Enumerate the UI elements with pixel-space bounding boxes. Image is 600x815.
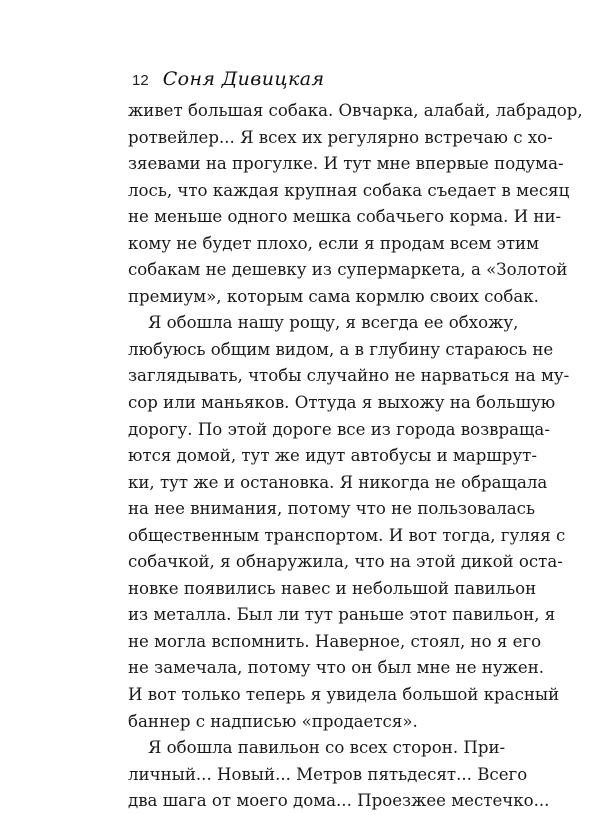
text-line: дорогу. По этой дороге все из города возвраща- bbox=[128, 419, 550, 439]
author-name: Соня Дивицкая bbox=[162, 68, 325, 90]
text-line: Я обошла нашу рощу, я всегда ее обхожу, bbox=[148, 313, 519, 333]
text-line: И вот только теперь я увидела большой красный bbox=[128, 685, 560, 705]
body-text bbox=[128, 98, 583, 815]
text-line: из металла. Был ли тут раньше этот павильон, я bbox=[128, 605, 556, 625]
paragraph bbox=[128, 98, 583, 310]
text-line: личный... Новый... Метров пятьдесят... Всего bbox=[128, 764, 528, 784]
text-line: не могла вспомнить. Наверное, стоял, но я его bbox=[128, 631, 542, 651]
text-line: зяевами на прогулке. И тут мне впервые подума- bbox=[128, 154, 564, 174]
paragraph bbox=[128, 735, 550, 815]
text-line: баннер с надписью «продается». bbox=[128, 711, 418, 731]
text-line: заглядывать, чтобы случайно не нарваться на му- bbox=[128, 366, 570, 386]
text-line: два шага от моего дома... Проезжее местечко... bbox=[128, 791, 550, 811]
text-line: ются домой, тут же идут автобусы и маршрут- bbox=[128, 446, 537, 466]
text-line: ки, тут же и остановка. Я никогда не обращала bbox=[128, 472, 548, 492]
text-line: новке появились навес и небольшой павильон bbox=[128, 578, 537, 598]
text-line: лось, что каждая крупная собака съедает в месяц bbox=[128, 180, 570, 200]
text-line: кому не будет плохо, если я продам всем этим bbox=[128, 233, 539, 253]
text-line: живет большая собака. Овчарка, алабай, лабрадор, bbox=[128, 101, 583, 120]
paragraph bbox=[128, 310, 570, 735]
text-line: не меньше одного мешка собачьего корма. И ни- bbox=[128, 207, 562, 227]
running-header bbox=[132, 68, 325, 90]
text-line: Я обошла павильон со всех сторон. При- bbox=[148, 738, 506, 758]
text-line: не замечала, потому что он был мне не нужен. bbox=[128, 658, 545, 678]
text-line: общественным транспортом. И вот тогда, гуляя с bbox=[128, 525, 566, 545]
text-line: сор или маньяков. Оттуда я выхожу на большую bbox=[128, 393, 556, 413]
text-line: собакам не дешевку из супермаркета, а «Золотой bbox=[128, 260, 568, 280]
text-line: любуюсь общим видом, а в глубину стараюсь не bbox=[128, 339, 554, 359]
text-line: на нее внимания, потому что не пользовалась bbox=[128, 499, 536, 519]
text-line: премиум», которым сама кормлю своих собак. bbox=[128, 286, 539, 306]
text-line: собачкой, я обнаружила, что на этой дикой оста- bbox=[128, 552, 563, 572]
text-line: ротвейлер... Я всех их регулярно встречаю с хо- bbox=[128, 127, 553, 147]
page-number: 12 bbox=[132, 72, 149, 89]
